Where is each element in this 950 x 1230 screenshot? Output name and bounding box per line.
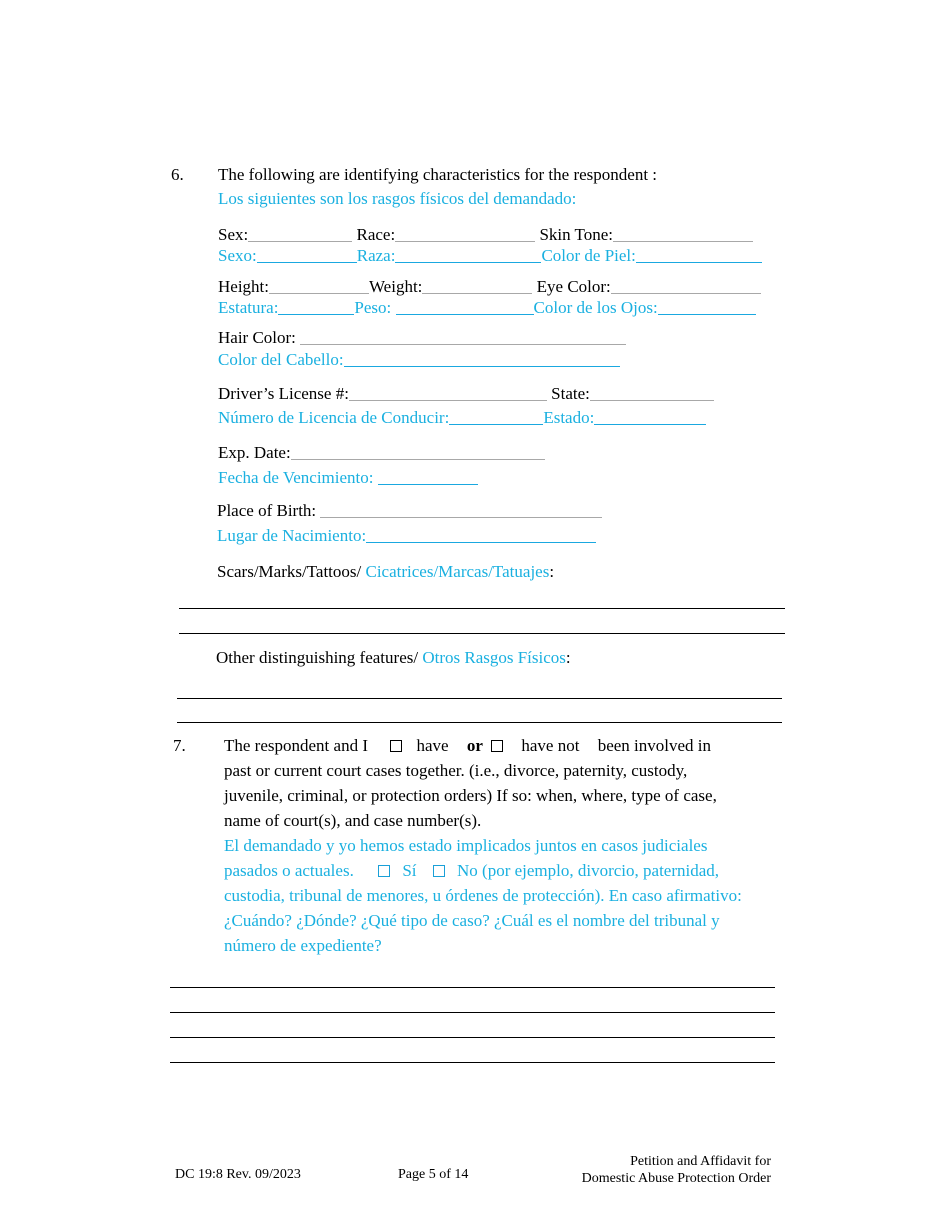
license-label: Driver’s License #:	[218, 384, 349, 403]
footer-title-line-2: Domestic Abuse Protection Order	[581, 1171, 771, 1186]
height-weight-eye-row-en	[218, 277, 761, 297]
have-label: have	[416, 736, 449, 755]
race-label: Race:	[356, 225, 396, 244]
sex-field[interactable]	[248, 241, 352, 242]
sex-label: Sex:	[218, 225, 249, 244]
sex-race-skin-row-en	[218, 225, 753, 245]
item-7-line-1	[224, 736, 711, 756]
footer-title	[540, 1153, 771, 1187]
hair-color-label: Hair Color:	[218, 328, 301, 347]
footer-page-number: Page 5 of 14	[398, 1167, 469, 1182]
scars-colon: :	[549, 562, 555, 581]
height-label: Height:	[218, 277, 269, 296]
item-7-en-line: past or current court cases together. (i.e., divorce, paternity, custody,	[224, 761, 688, 780]
color-ojos-label: Color de los Ojos:	[533, 298, 658, 317]
estado-field[interactable]	[594, 424, 706, 425]
footer-form-id: DC 19:8 Rev. 09/2023	[175, 1167, 301, 1182]
height-field[interactable]	[269, 293, 369, 294]
fecha-vencimiento-field[interactable]	[378, 484, 478, 485]
license-row-en	[218, 384, 714, 404]
fecha-vencimiento-label: Fecha de Vencimiento:	[218, 468, 378, 487]
estatura-label: Estatura:	[218, 298, 279, 317]
color-piel-label: Color de Piel:	[541, 246, 636, 265]
exp-date-field[interactable]	[291, 459, 545, 460]
other-features-line-1[interactable]	[177, 698, 782, 699]
place-of-birth-label: Place of Birth:	[217, 501, 321, 520]
estatura-field[interactable]	[278, 314, 354, 315]
item-7-number: 7.	[173, 736, 186, 755]
no-label: No (por ejemplo, divorcio, paternidad,	[457, 861, 720, 880]
peso-field[interactable]	[396, 314, 534, 315]
other-features-label-en: Other distinguishing features/	[216, 648, 423, 667]
birth-row-en	[217, 501, 602, 521]
weight-field[interactable]	[422, 293, 532, 294]
estado-label: Estado:	[543, 408, 595, 427]
scars-label-en: Scars/Marks/Tattoos/	[217, 562, 366, 581]
peso-label: Peso:	[354, 298, 396, 317]
been-involved-label: been involved in	[597, 736, 712, 755]
licencia-label: Número de Licencia de Conducir:	[218, 408, 450, 427]
birth-row-es	[217, 526, 596, 546]
item-7-es-line-2	[224, 858, 742, 883]
skin-tone-label: Skin Tone:	[539, 225, 614, 244]
sex-race-skin-row-es	[218, 246, 762, 266]
eye-color-field[interactable]	[611, 293, 761, 294]
height-weight-eye-row-es	[218, 298, 756, 318]
item-7-es-text	[224, 833, 742, 958]
item-6-heading-es: Los siguientes son los rasgos físicos del demandado:	[218, 189, 577, 208]
footer-title-line-1: Petition and Affidavit for	[630, 1154, 771, 1169]
eye-color-label: Eye Color:	[536, 277, 611, 296]
lugar-nacimiento-field[interactable]	[366, 542, 596, 543]
lugar-nacimiento-label: Lugar de Nacimiento:	[217, 526, 367, 545]
exp-date-label: Exp. Date:	[218, 443, 291, 462]
or-label: or	[466, 736, 483, 755]
color-piel-field[interactable]	[636, 262, 762, 263]
respondent-and-i: The respondent and I	[224, 736, 368, 755]
exp-date-row-es	[218, 468, 478, 488]
item-7-es-line: custodia, tribunal de menores, u órdenes de protección). En caso afirmativo:	[224, 886, 742, 905]
hair-color-field[interactable]	[300, 344, 626, 345]
scars-line-1[interactable]	[179, 608, 785, 609]
item-7-en-line: name of court(s), and case number(s).	[224, 811, 482, 830]
item-7-es-line-1: El demandado y yo hemos estado implicados juntos en casos judiciales	[224, 836, 708, 855]
color-cabello-label: Color del Cabello:	[218, 350, 344, 369]
case-line-1[interactable]	[170, 987, 775, 988]
item-7-es-line: número de expediente?	[224, 936, 382, 955]
license-row-es	[218, 408, 706, 428]
license-field[interactable]	[349, 400, 547, 401]
case-line-3[interactable]	[170, 1037, 775, 1038]
item-7-es-line: ¿Cuándo? ¿Dónde? ¿Qué tipo de caso? ¿Cuál es el nombre del tribunal y	[224, 911, 720, 930]
place-of-birth-field[interactable]	[320, 517, 602, 518]
case-line-4[interactable]	[170, 1062, 775, 1063]
other-features-colon: :	[565, 648, 571, 667]
weight-label: Weight:	[369, 277, 423, 296]
other-features-line-2[interactable]	[177, 722, 782, 723]
have-not-label: have not	[521, 736, 580, 755]
si-label: Sí	[402, 861, 417, 880]
hair-row-en	[218, 328, 626, 348]
have-not-checkbox[interactable]	[491, 740, 503, 752]
race-field[interactable]	[395, 241, 535, 242]
raza-field[interactable]	[395, 262, 541, 263]
exp-date-row-en	[218, 443, 545, 463]
scars-label	[217, 562, 554, 582]
case-line-2[interactable]	[170, 1012, 775, 1013]
scars-line-2[interactable]	[179, 633, 785, 634]
other-features-label-es: Otros Rasgos Físicos	[422, 648, 566, 667]
licencia-field[interactable]	[449, 424, 543, 425]
item-6-heading-en: The following are identifying characteristics for the respondent :	[218, 165, 658, 184]
raza-label: Raza:	[356, 246, 396, 265]
other-features-label	[216, 648, 571, 668]
item-6-number: 6.	[171, 165, 184, 184]
item-7-en-text	[224, 758, 717, 833]
hair-row-es	[218, 350, 620, 370]
pasados-actuales: pasados o actuales.	[224, 861, 354, 880]
have-checkbox[interactable]	[390, 740, 402, 752]
item-7-en-line: juvenile, criminal, or protection orders) If so: when, where, type of case,	[224, 786, 717, 805]
si-checkbox[interactable]	[378, 865, 390, 877]
color-ojos-field[interactable]	[658, 314, 756, 315]
skin-tone-field[interactable]	[613, 241, 753, 242]
sexo-field[interactable]	[257, 262, 357, 263]
state-field[interactable]	[590, 400, 714, 401]
sexo-label: Sexo:	[218, 246, 257, 265]
scars-label-es: Cicatrices/Marcas/Tatuajes	[365, 562, 550, 581]
no-checkbox[interactable]	[433, 865, 445, 877]
state-label: State:	[551, 384, 590, 403]
color-cabello-field[interactable]	[344, 366, 620, 367]
